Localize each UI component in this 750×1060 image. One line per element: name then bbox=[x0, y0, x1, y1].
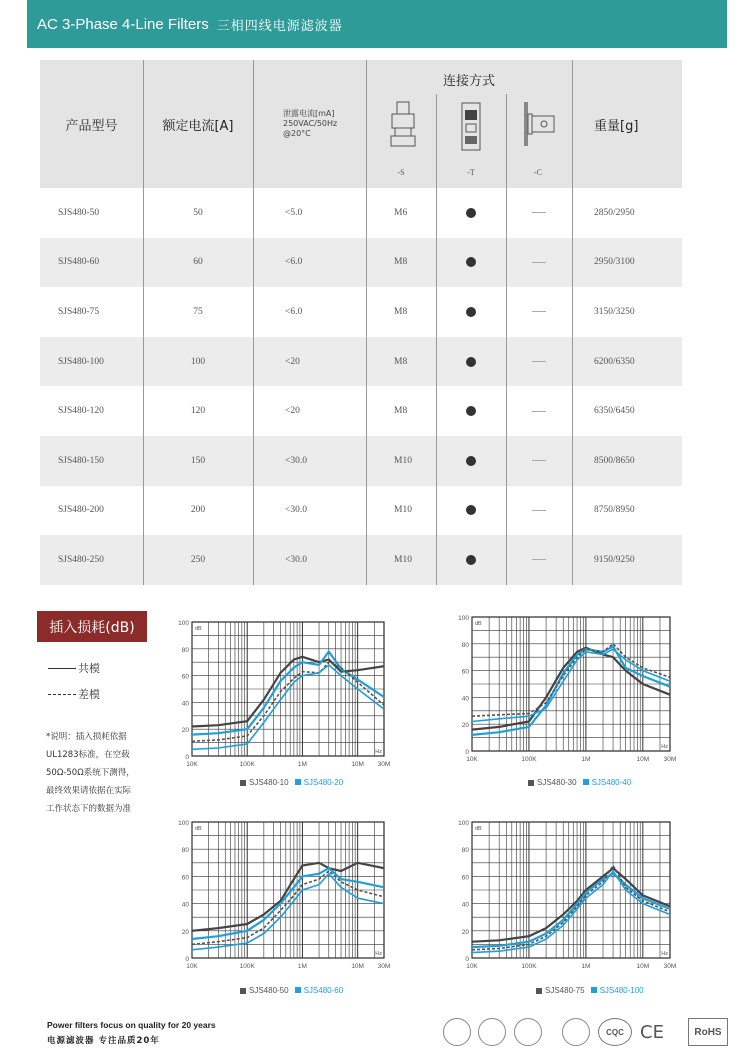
y-tick-label: 60 bbox=[461, 874, 469, 882]
divider bbox=[506, 386, 507, 436]
table-row bbox=[40, 486, 682, 536]
table-row bbox=[40, 535, 682, 585]
series-name: SJS480-75 bbox=[545, 986, 585, 995]
y-tick-label: 0 bbox=[465, 749, 469, 756]
terminal-t-cell bbox=[436, 238, 506, 288]
y-tick-label: 0 bbox=[465, 956, 469, 963]
terminal-s-cell: M8 bbox=[394, 306, 408, 317]
divider bbox=[436, 535, 437, 585]
terminal-c-cell bbox=[506, 287, 572, 337]
x-unit-label: Hz bbox=[375, 749, 382, 755]
gray-swatch bbox=[240, 988, 246, 994]
terminal-t-cell bbox=[436, 337, 506, 387]
series-name bbox=[295, 778, 344, 787]
series-name bbox=[583, 778, 632, 787]
chart-svg bbox=[452, 814, 680, 976]
model-cell: SJS480-60 bbox=[58, 257, 100, 268]
table-row bbox=[40, 188, 682, 238]
model-cell: SJS480-75 bbox=[58, 306, 100, 317]
divider bbox=[253, 436, 254, 486]
terminal-t-cell bbox=[436, 188, 506, 238]
leakage-line-2: 250VAC/50Hz bbox=[283, 119, 338, 128]
terminal-s-cell: M8 bbox=[394, 356, 408, 367]
y-tick-label: 40 bbox=[461, 901, 469, 909]
block-terminal-icon bbox=[460, 102, 482, 152]
lug-terminal-icon bbox=[522, 100, 558, 148]
terminal-c-cell bbox=[506, 535, 572, 585]
y-unit-label: dB bbox=[475, 826, 482, 832]
not-available-dash bbox=[532, 510, 546, 511]
y-tick-label: 20 bbox=[461, 722, 469, 730]
divider bbox=[366, 535, 367, 585]
cert-seal-icon bbox=[478, 1018, 506, 1046]
conn-s-label: -S bbox=[397, 168, 405, 177]
insertion-loss-badge: 插入损耗(dB) bbox=[37, 611, 147, 642]
insertion-loss-note bbox=[46, 728, 164, 818]
series-name: SJS480-10 bbox=[249, 778, 289, 787]
y-unit-label: dB bbox=[195, 826, 202, 832]
current-cell: 75 bbox=[193, 306, 203, 317]
terminal-t-cell bbox=[436, 436, 506, 486]
divider bbox=[143, 486, 144, 536]
solid-line-swatch bbox=[48, 668, 76, 669]
gray-swatch bbox=[536, 988, 542, 994]
divider bbox=[143, 60, 144, 188]
divider bbox=[253, 60, 254, 188]
x-tick-label: 10M bbox=[636, 756, 650, 763]
tuv-icon bbox=[562, 1018, 590, 1046]
series-name bbox=[591, 986, 644, 995]
note-line: UL1283标准，在空载 bbox=[46, 750, 130, 760]
terminal-t-cell bbox=[436, 287, 506, 337]
note-line: 50Ω-50Ω系统下测得， bbox=[46, 768, 135, 778]
cert-seal-icon bbox=[514, 1018, 542, 1046]
divider bbox=[572, 188, 573, 238]
x-tick-label: 30M bbox=[663, 963, 677, 970]
x-tick-label: 100K bbox=[521, 756, 537, 763]
col-model-header: 产品型号 bbox=[65, 118, 118, 134]
x-unit-label: Hz bbox=[375, 951, 382, 957]
x-tick-label: 1M bbox=[581, 963, 591, 970]
divider bbox=[506, 486, 507, 536]
y-tick-label: 20 bbox=[181, 727, 189, 735]
divider bbox=[506, 337, 507, 387]
blue-swatch bbox=[295, 779, 301, 785]
x-tick-label: 30M bbox=[377, 761, 391, 768]
x-tick-label: 100K bbox=[239, 963, 255, 970]
divider bbox=[506, 238, 507, 288]
model-cell: SJS480-100 bbox=[58, 356, 104, 367]
rohs-icon: RoHS bbox=[688, 1018, 728, 1046]
x-tick-label: 10K bbox=[466, 756, 478, 763]
weight-cell: 6350/6450 bbox=[594, 406, 635, 417]
chart-2-legend bbox=[528, 778, 631, 787]
divider bbox=[253, 337, 254, 387]
not-available-dash bbox=[532, 212, 546, 213]
weight-cell: 6200/6350 bbox=[594, 356, 635, 367]
weight-cell: 8500/8650 bbox=[594, 455, 635, 466]
divider bbox=[366, 486, 367, 536]
current-cell: 50 bbox=[193, 207, 203, 218]
screw-terminal-icon bbox=[388, 100, 418, 150]
terminal-t-cell bbox=[436, 486, 506, 536]
divider bbox=[253, 535, 254, 585]
terminal-c-cell bbox=[506, 238, 572, 288]
not-available-dash bbox=[532, 460, 546, 461]
x-tick-label: 10M bbox=[636, 963, 650, 970]
divider bbox=[506, 436, 507, 486]
current-cell: 150 bbox=[190, 455, 206, 466]
y-unit-label: dB bbox=[195, 626, 202, 632]
weight-cell: 9150/9250 bbox=[594, 554, 635, 565]
model-cell: SJS480-150 bbox=[58, 455, 104, 466]
y-tick-label: 20 bbox=[181, 928, 189, 936]
terminal-c-cell bbox=[506, 486, 572, 536]
legend-common-label: 共模 bbox=[78, 662, 100, 675]
terminal-s-cell: M6 bbox=[394, 207, 408, 218]
divider bbox=[436, 94, 437, 188]
table-row bbox=[40, 386, 682, 436]
x-tick-label: 10K bbox=[466, 963, 478, 970]
divider bbox=[143, 287, 144, 337]
current-cell: 120 bbox=[190, 406, 206, 417]
note-line: 最终效果请依据在实际 bbox=[46, 786, 132, 796]
divider bbox=[366, 337, 367, 387]
available-dot-icon bbox=[466, 307, 476, 317]
divider bbox=[572, 535, 573, 585]
table-row bbox=[40, 337, 682, 387]
series-name-text: SJS480-20 bbox=[303, 778, 344, 787]
chart-svg bbox=[452, 609, 680, 769]
divider bbox=[143, 188, 144, 238]
table-body bbox=[40, 188, 682, 585]
divider bbox=[436, 188, 437, 238]
divider bbox=[572, 238, 573, 288]
divider bbox=[366, 60, 367, 188]
model-cell: SJS480-200 bbox=[58, 505, 104, 516]
divider bbox=[506, 535, 507, 585]
series-name-text: SJS480-60 bbox=[303, 986, 344, 995]
model-cell: SJS480-120 bbox=[58, 406, 104, 417]
divider bbox=[366, 436, 367, 486]
col-connection-header: 连接方式 bbox=[442, 74, 495, 89]
y-tick-label: 40 bbox=[461, 695, 469, 703]
terminal-t-cell bbox=[436, 535, 506, 585]
x-tick-label: 1M bbox=[581, 756, 591, 763]
divider bbox=[572, 337, 573, 387]
insertion-loss-chart-4 bbox=[452, 814, 680, 976]
x-tick-label: 10K bbox=[186, 963, 198, 970]
y-tick-label: 80 bbox=[181, 646, 189, 654]
y-tick-label: 0 bbox=[185, 754, 189, 761]
gray-swatch bbox=[528, 780, 534, 786]
terminal-c-cell bbox=[506, 337, 572, 387]
chart-4-legend bbox=[536, 986, 644, 995]
divider bbox=[143, 238, 144, 288]
divider bbox=[253, 386, 254, 436]
leakage-cell: <30.0 bbox=[285, 505, 307, 516]
cqc-icon: CQC bbox=[598, 1018, 632, 1046]
divider bbox=[366, 188, 367, 238]
dashed-line-swatch bbox=[48, 694, 76, 695]
y-tick-label: 40 bbox=[181, 901, 189, 909]
x-unit-label: Hz bbox=[661, 951, 668, 957]
table-row bbox=[40, 436, 682, 486]
col-leakage-header bbox=[253, 60, 366, 188]
weight-cell: 2850/2950 bbox=[594, 207, 635, 218]
footer-slogan-cn: 电源滤波器 专注品质20年 bbox=[47, 1036, 160, 1046]
table-header bbox=[40, 60, 682, 188]
note-line: 工作状态下的数据为准 bbox=[46, 804, 132, 814]
terminal-c-cell bbox=[506, 386, 572, 436]
leakage-line-1: 泄露电流[mA] bbox=[283, 109, 335, 118]
divider bbox=[143, 436, 144, 486]
divider bbox=[572, 60, 573, 188]
y-unit-label: dB bbox=[475, 621, 482, 627]
not-available-dash bbox=[532, 311, 546, 312]
leakage-cell: <20 bbox=[285, 406, 300, 417]
blue-swatch bbox=[591, 987, 597, 993]
insertion-loss-chart-2 bbox=[452, 609, 680, 769]
x-tick-label: 10K bbox=[186, 761, 198, 768]
divider bbox=[572, 386, 573, 436]
series-name-text: SJS480-100 bbox=[599, 986, 644, 995]
divider bbox=[436, 436, 437, 486]
page-header bbox=[27, 0, 727, 48]
leakage-cell: <6.0 bbox=[285, 257, 303, 268]
terminal-s-cell: M10 bbox=[394, 455, 412, 466]
available-dot-icon bbox=[466, 357, 476, 367]
terminal-c-cell bbox=[506, 188, 572, 238]
divider bbox=[436, 486, 437, 536]
available-dot-icon bbox=[466, 208, 476, 218]
divider bbox=[143, 386, 144, 436]
x-tick-label: 1M bbox=[297, 761, 307, 768]
y-tick-label: 60 bbox=[181, 673, 189, 681]
not-available-dash bbox=[532, 559, 546, 560]
available-dot-icon bbox=[466, 505, 476, 515]
gray-swatch bbox=[240, 780, 246, 786]
terminal-t-cell bbox=[436, 386, 506, 436]
spec-table bbox=[40, 60, 682, 585]
divider bbox=[506, 287, 507, 337]
y-tick-label: 100 bbox=[178, 820, 189, 827]
model-cell: SJS480-50 bbox=[58, 207, 100, 218]
divider bbox=[436, 337, 437, 387]
legend-diff-label: 差模 bbox=[78, 688, 100, 701]
not-available-dash bbox=[532, 262, 546, 263]
x-tick-label: 10M bbox=[351, 761, 364, 768]
blue-swatch bbox=[583, 779, 589, 785]
current-cell: 200 bbox=[190, 505, 206, 516]
chart-svg bbox=[172, 814, 394, 976]
divider bbox=[572, 287, 573, 337]
legend-diff-mode bbox=[48, 686, 100, 702]
conn-c-label: -C bbox=[534, 168, 542, 177]
y-tick-label: 100 bbox=[458, 820, 469, 827]
chart-3-legend bbox=[240, 986, 343, 995]
leakage-cell: <5.0 bbox=[285, 207, 303, 218]
terminal-c-cell bbox=[506, 436, 572, 486]
col-weight-header: 重量[g] bbox=[594, 118, 639, 134]
col-current-header: 额定电流[A] bbox=[162, 118, 234, 134]
divider bbox=[143, 337, 144, 387]
y-tick-label: 20 bbox=[461, 928, 469, 936]
current-cell: 60 bbox=[193, 257, 203, 268]
divider bbox=[436, 238, 437, 288]
y-tick-label: 100 bbox=[178, 620, 189, 627]
series-name: SJS480-30 bbox=[537, 778, 577, 787]
model-cell: SJS480-250 bbox=[58, 554, 104, 565]
ce-icon: CE bbox=[640, 1021, 664, 1043]
leakage-cell: <20 bbox=[285, 356, 300, 367]
weight-cell: 2950/3100 bbox=[594, 257, 635, 268]
divider bbox=[572, 486, 573, 536]
x-unit-label: Hz bbox=[661, 744, 668, 750]
divider bbox=[506, 188, 507, 238]
note-line: *说明：插入损耗依据 bbox=[46, 732, 127, 742]
table-row bbox=[40, 238, 682, 288]
leakage-cell: <30.0 bbox=[285, 455, 307, 466]
weight-cell: 3150/3250 bbox=[594, 306, 635, 317]
divider bbox=[436, 386, 437, 436]
chart-1-legend bbox=[240, 778, 343, 787]
header-title-cn: 三相四线电源滤波器 bbox=[216, 17, 343, 33]
leakage-line-3: @20°C bbox=[283, 129, 311, 138]
x-tick-label: 30M bbox=[663, 756, 677, 763]
available-dot-icon bbox=[466, 456, 476, 466]
y-tick-label: 60 bbox=[181, 874, 189, 882]
y-tick-label: 80 bbox=[181, 847, 189, 855]
divider bbox=[253, 287, 254, 337]
legend-common-mode bbox=[48, 660, 100, 676]
divider bbox=[366, 287, 367, 337]
divider bbox=[253, 238, 254, 288]
series-name: SJS480-50 bbox=[249, 986, 289, 995]
x-tick-label: 30M bbox=[377, 963, 391, 970]
y-tick-label: 60 bbox=[461, 668, 469, 676]
terminal-s-cell: M8 bbox=[394, 406, 408, 417]
x-tick-label: 10M bbox=[351, 963, 364, 970]
series-name bbox=[295, 986, 344, 995]
current-cell: 100 bbox=[190, 356, 206, 367]
chart-svg bbox=[172, 614, 394, 774]
available-dot-icon bbox=[466, 555, 476, 565]
x-tick-label: 100K bbox=[521, 963, 537, 970]
y-tick-label: 80 bbox=[461, 847, 469, 855]
table-row bbox=[40, 287, 682, 337]
y-tick-label: 40 bbox=[181, 700, 189, 708]
divider bbox=[366, 386, 367, 436]
divider bbox=[506, 94, 507, 188]
y-tick-label: 0 bbox=[185, 956, 189, 963]
divider bbox=[253, 188, 254, 238]
divider bbox=[143, 535, 144, 585]
leakage-cell: <30.0 bbox=[285, 554, 307, 565]
insertion-loss-chart-3 bbox=[172, 814, 394, 976]
header-title-en: AC 3-Phase 4-Line Filters bbox=[37, 15, 209, 33]
weight-cell: 8750/8950 bbox=[594, 505, 635, 516]
series-name-text: SJS480-40 bbox=[591, 778, 632, 787]
terminal-s-cell: M10 bbox=[394, 505, 412, 516]
insertion-loss-chart-1 bbox=[172, 614, 394, 774]
available-dot-icon bbox=[466, 257, 476, 267]
y-tick-label: 80 bbox=[461, 641, 469, 649]
not-available-dash bbox=[532, 411, 546, 412]
y-tick-label: 100 bbox=[458, 615, 469, 622]
divider bbox=[253, 486, 254, 536]
terminal-s-cell: M10 bbox=[394, 554, 412, 565]
not-available-dash bbox=[532, 361, 546, 362]
available-dot-icon bbox=[466, 406, 476, 416]
x-tick-label: 1M bbox=[297, 963, 307, 970]
divider bbox=[436, 287, 437, 337]
cert-seal-icon bbox=[443, 1018, 471, 1046]
conn-t-label: -T bbox=[467, 168, 475, 177]
blue-swatch bbox=[295, 987, 301, 993]
terminal-s-cell: M8 bbox=[394, 257, 408, 268]
current-cell: 250 bbox=[190, 554, 206, 565]
divider bbox=[366, 238, 367, 288]
divider bbox=[572, 436, 573, 486]
x-tick-label: 100K bbox=[239, 761, 255, 768]
footer-slogan-en: Power filters focus on quality for 20 years bbox=[47, 1020, 216, 1030]
leakage-cell: <6.0 bbox=[285, 306, 303, 317]
